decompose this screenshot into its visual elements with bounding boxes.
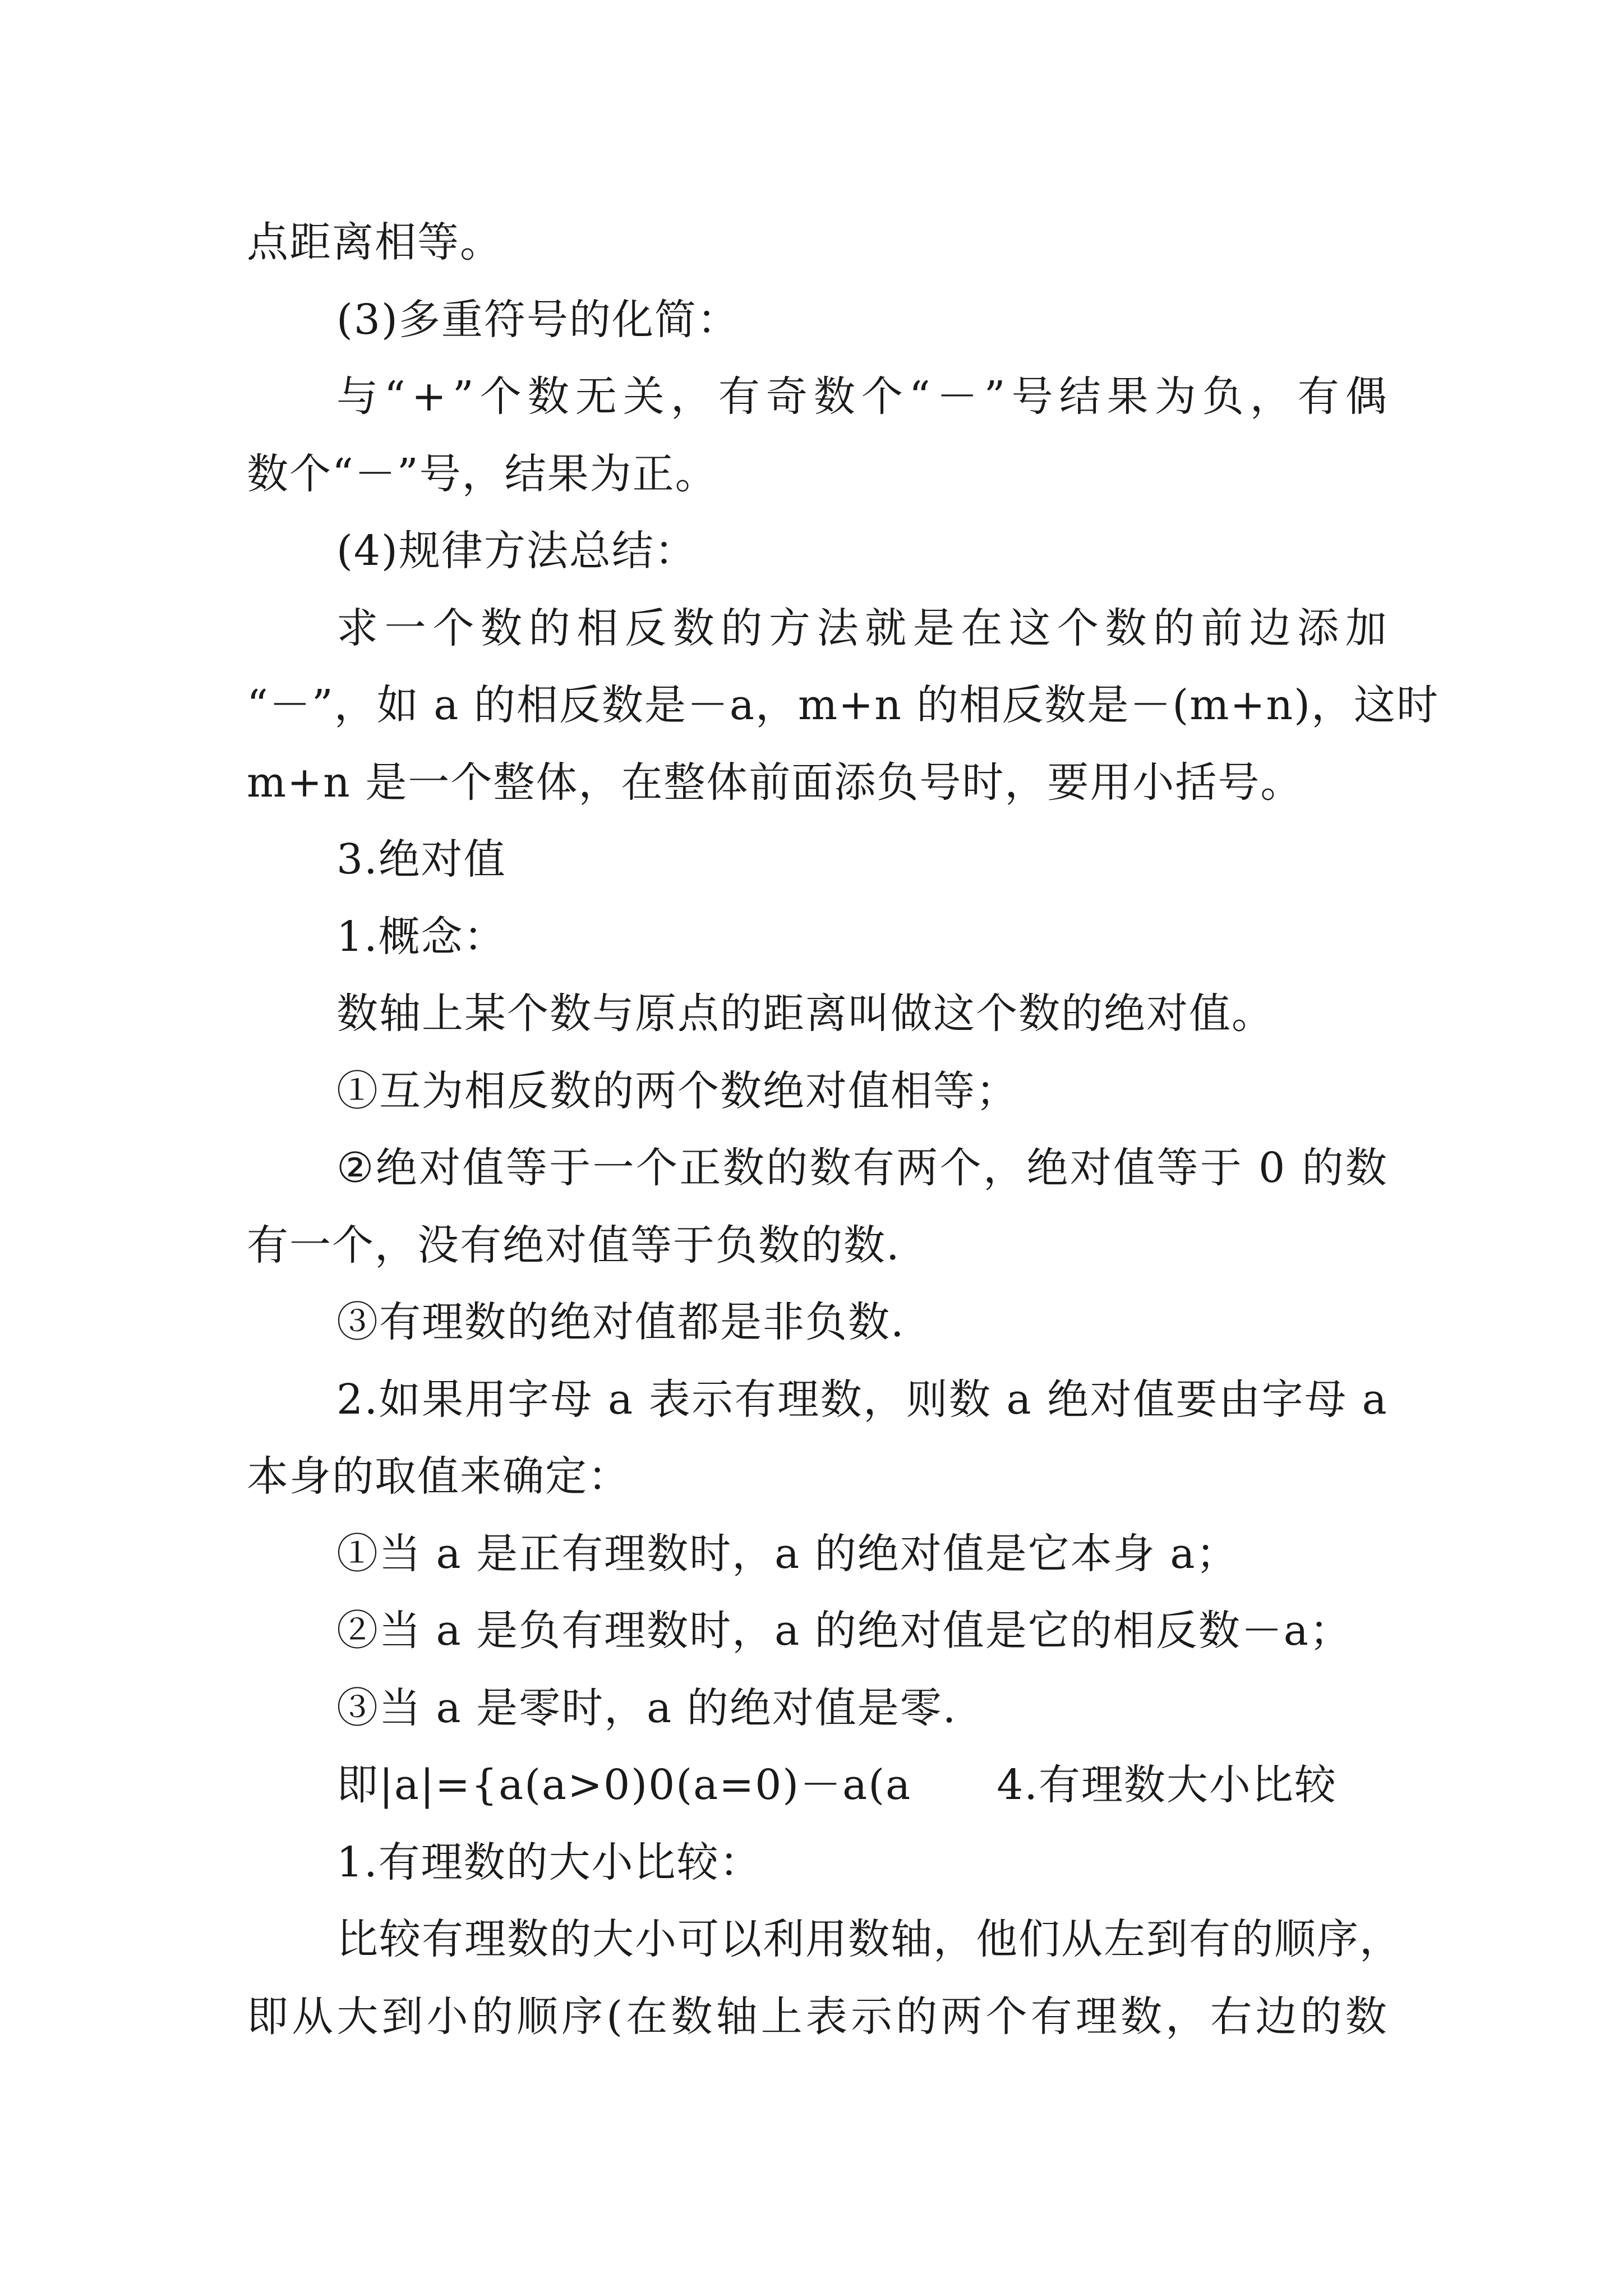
section-heading: 3.绝对值	[336, 835, 506, 884]
text-line: 2 . 如 果 用 字 母 a 表 示 有 理 数 ， 则 数 a 绝 对 值 要 由 字 母 a	[336, 1375, 1388, 1424]
text-line: “ － ” ， 如 a 的 相 反 数 是 － a ， m + n 的 相 反 数 是 － ( m + n ) ， 这 时	[247, 681, 1439, 729]
text-line: ①当 a 是正有理数时，a 的绝对值是它本身 a；	[336, 1530, 1239, 1578]
text-line: 与 “ + ” 个 数 无 关 ， 有 奇 数 个 “ － ” 号 结 果 为 负 ， 有 偶	[336, 372, 1388, 421]
section-heading: 1.概念：	[336, 913, 506, 961]
text-line: 求 一 个 数 的 相 反 数 的 方 法 就 是 在 这 个 数 的 前 边 添 加	[336, 604, 1388, 652]
text-line: 数轴上某个数与原点的距离叫做这个数的绝对值。	[336, 990, 1274, 1038]
text-line: m+n 是一个整体，在整体前面添负号时，要用小括号。	[247, 758, 1303, 807]
text-line: ③当 a 是零时，a 的绝对值是零.	[336, 1684, 957, 1732]
section-heading: (4)规律方法总结：	[336, 527, 697, 575]
text-line: ③有理数的绝对值都是非负数.	[336, 1298, 905, 1346]
formula-line: 即|a|={a(a>0)0(a=0)－a(a 4.有理数大小比较	[336, 1761, 1337, 1809]
section-heading: 1.有理数的大小比较：	[336, 1838, 762, 1887]
text-line: 本身的取值来确定：	[247, 1452, 630, 1501]
section-heading: (3)多重符号的化简：	[336, 296, 740, 344]
text-line: 即 从 大 到 小 的 顺 序 ( 在 数 轴 上 表 示 的 两 个 有 理 数 ， 右 边 的 数	[247, 1993, 1388, 2041]
text-line: 比 较 有 理 数 的 大 小 可 以 利 用 数 轴 ， 他 们 从 左 到 有 的 顺 序 ，	[336, 1915, 1402, 1963]
text-line: ①互为相反数的两个数绝对值相等；	[336, 1067, 1018, 1115]
text-line: ②当 a 是负有理数时，a 的绝对值是它的相反数－a；	[336, 1607, 1352, 1655]
text-line: 有一个，没有绝对值等于负数的数.	[247, 1221, 901, 1269]
text-line: ② 绝 对 值 等 于 一 个 正 数 的 数 有 两 个 ， 绝 对 值 等 于 0 的 数	[336, 1144, 1388, 1192]
text-line: 点距离相等。	[247, 218, 502, 266]
text-line: 数个“－”号，结果为正。	[247, 450, 718, 498]
